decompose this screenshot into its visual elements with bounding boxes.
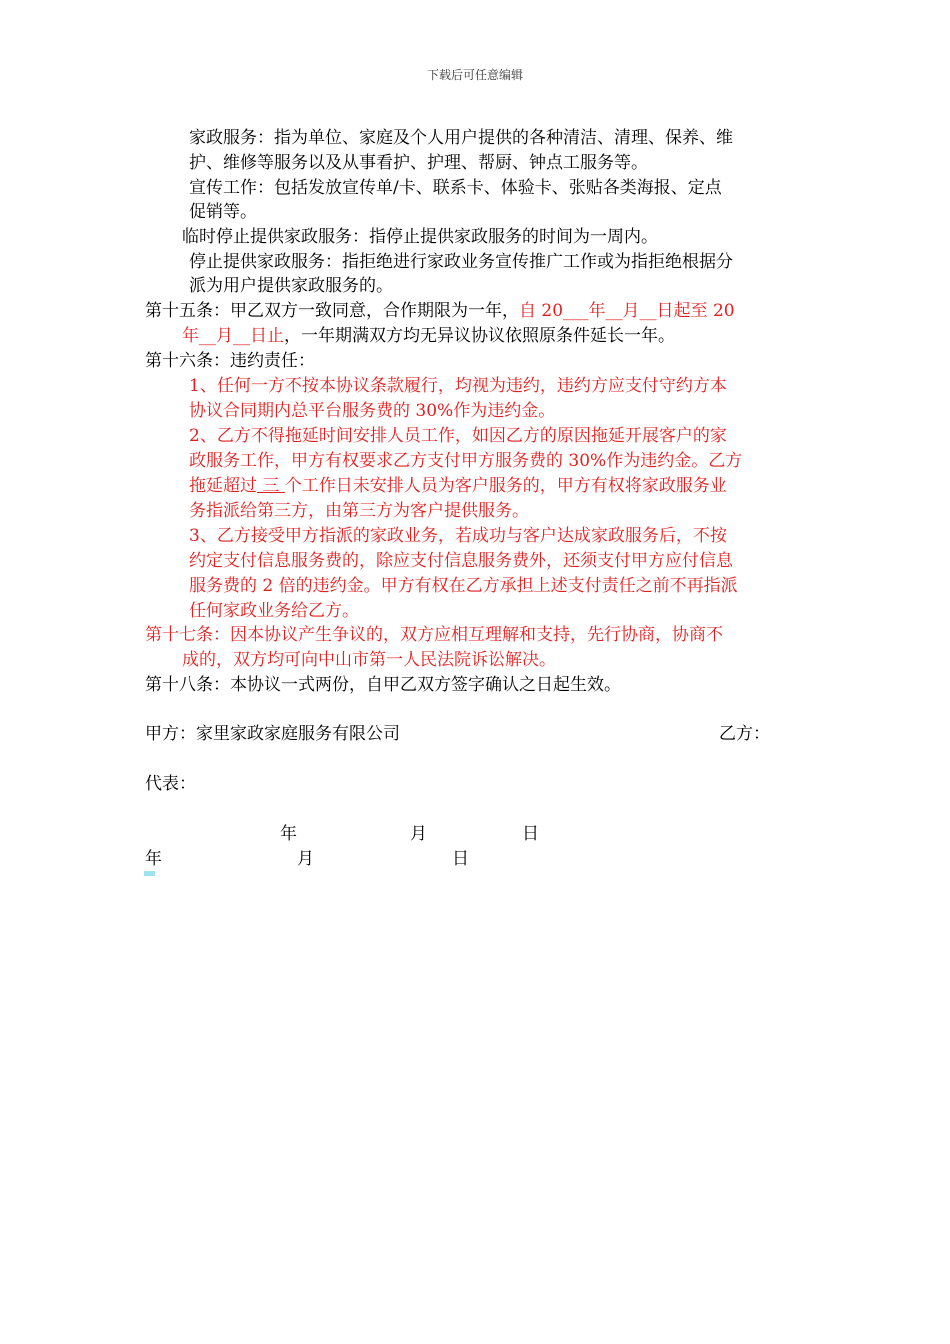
article-16-delay-text: 拖延超过 xyxy=(189,476,257,496)
article-18: 第十八条：本协议一式两份，自甲乙双方签字确认之日起生效。 xyxy=(145,675,621,695)
party-a-date-month: 月 xyxy=(410,824,427,844)
article-16-item3-line4: 任何家政业务给乙方。 xyxy=(189,601,359,621)
article-16-item2-line4: 务指派给第三方，由第三方为客户提供服务。 xyxy=(189,501,529,521)
definition-household-line1: 家政服务：指为单位、家庭及个人用户提供的各种清洁、清理、保养、维 xyxy=(189,128,733,148)
definition-temp-stop: 临时停止提供家政服务：指停止提供家政服务的时间为一周内。 xyxy=(182,227,658,247)
article-15-start-date: 自 20___年__月__日起至 20 xyxy=(519,301,735,321)
article-17-line2: 成的，双方均可向中山市第一人民法院诉讼解决。 xyxy=(182,650,556,670)
article-16-delay-days: 三 xyxy=(257,476,285,496)
article-15-line2 xyxy=(182,324,675,348)
article-16-item3-line1: 3、乙方接受甲方指派的家政业务，若成功与客户达成家政服务后，不按 xyxy=(189,526,727,546)
article-16-item3-line2: 约定支付信息服务费的，除应支付信息服务费外，还须支付甲方应付信息 xyxy=(189,551,733,571)
article-16-item2-line2: 政服务工作，甲方有权要求乙方支付甲方服务费的 30%作为违约金。乙方 xyxy=(189,451,743,471)
representative-label: 代表： xyxy=(145,774,196,794)
definition-stop-line2: 派为用户提供家政服务的。 xyxy=(189,276,393,296)
article-17-line1: 第十七条：因本协议产生争议的，双方应相互理解和支持，先行协商，协商不 xyxy=(145,625,723,645)
party-b-label: 乙方： xyxy=(719,724,770,744)
definition-promo-line1: 宣传工作：包括发放宣传单/卡、联系卡、体验卡、张贴各类海报、定点 xyxy=(189,178,722,198)
article-16-item2-line3 xyxy=(189,474,727,498)
definition-promo-line2: 促销等。 xyxy=(189,202,257,222)
article-15-line1 xyxy=(145,299,735,323)
article-15-text: 第十五条：甲乙双方一致同意，合作期限为一年， xyxy=(145,301,519,321)
article-15-end-date: 年__月__日止 xyxy=(182,326,284,346)
article-16-item3-line3: 服务费的 2 倍的违约金。甲方有权在乙方承担上述支付责任之前不再指派 xyxy=(189,576,738,596)
article-16-item2-line1: 2、乙方不得拖延时间安排人员工作，如因乙方的原因拖延开展客户的家 xyxy=(189,426,727,446)
article-16-item1-line1: 1、任何一方不按本协议条款履行，均视为违约，违约方应支付守约方本 xyxy=(189,376,727,396)
article-16-title: 第十六条：违约责任： xyxy=(145,351,315,371)
party-b-date-year: 年 xyxy=(145,849,162,869)
party-a-date-year: 年 xyxy=(280,824,297,844)
definition-stop-line1: 停止提供家政服务：指拒绝进行家政业务宣传推广工作或为指拒绝根据分 xyxy=(189,252,733,272)
definition-household-line2: 护、维修等服务以及从事看护、护理、帮厨、钟点工服务等。 xyxy=(189,153,648,173)
party-b-date-month: 月 xyxy=(297,849,314,869)
article-16-item1-line2: 协议合同期内总平台服务费的 30%作为违约金。 xyxy=(189,401,556,421)
page-header: 下载后可任意编辑 xyxy=(426,68,523,82)
party-a-label: 甲方：家里家政家庭服务有限公司 xyxy=(145,724,400,744)
article-16-delay-rest: 个工作日未安排人员为客户服务的，甲方有权将家政服务业 xyxy=(284,476,727,496)
party-a-date-day: 日 xyxy=(522,824,539,844)
party-b-date-day: 日 xyxy=(452,849,469,869)
cursor-marker xyxy=(144,871,155,876)
article-15-renewal: ，一年期满双方均无异议协议依照原条件延长一年。 xyxy=(284,326,675,346)
